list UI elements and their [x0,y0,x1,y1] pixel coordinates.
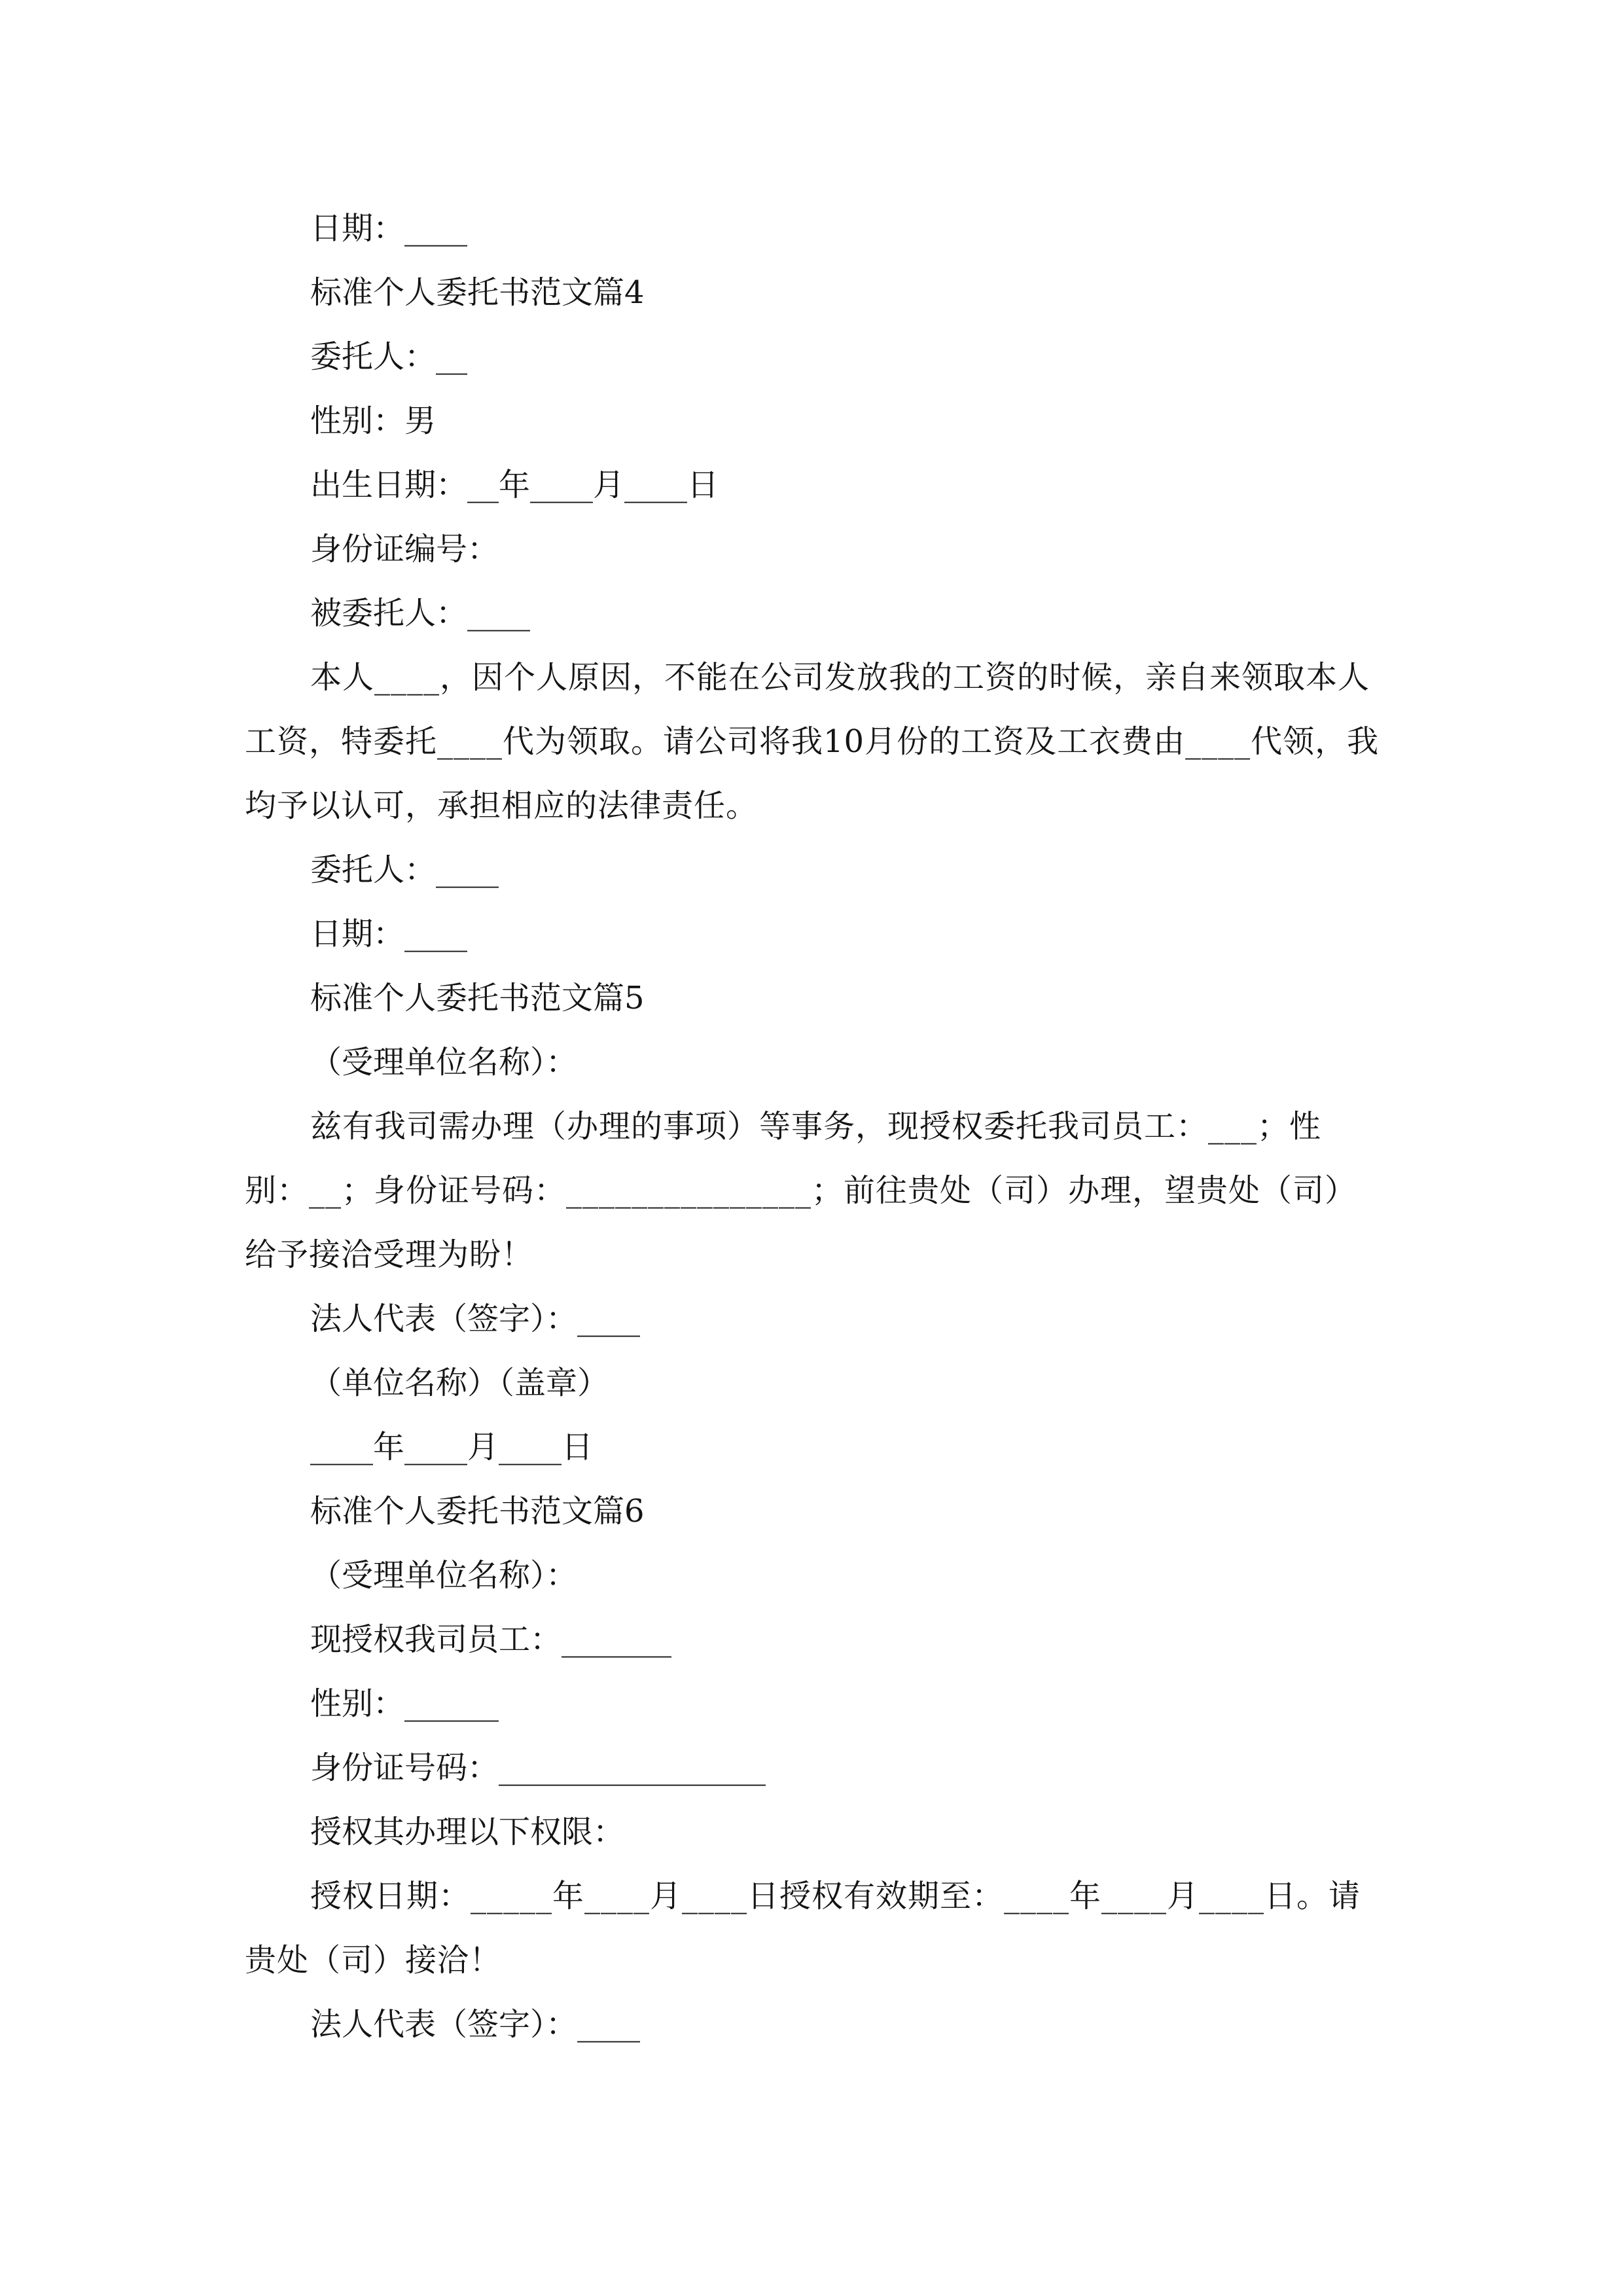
document-body [245,196,1381,2056]
legal-rep-signature-line: 法人代表（签字）：____ [310,1300,641,1337]
authorization-date-paragraph: 授权日期：_____年____月____日授权有效期至：____年____月____日。请贵处（司）接洽！ [245,1878,1361,1979]
recipient-unit-line-2: （受理单位名称）： [310,1557,578,1594]
principal-line: 委托人：__ [310,338,468,375]
recipient-unit-line: （受理单位名称）： [310,1044,578,1081]
agent-line: 被委托人：____ [310,595,531,632]
gender-line: 性别：男 [310,403,437,439]
authorization-paragraph-4: 本人____，因个人原因，不能在公司发放我的工资的时候，亲自来领取本人工资，特委托____代为领取。请公司将我10月份的工资及工衣费由____代领，我均予以认可，承担相应的法律责任。 [245,659,1380,824]
gender-line-2: 性别：______ [310,1685,499,1722]
id-number-line: 身份证编号： [310,531,499,567]
date-line: 日期：____ [310,210,468,247]
date-line-2: 日期：____ [310,916,468,952]
date-ymd-line: ____年____月____日 [310,1429,594,1465]
authorization-paragraph-5: 兹有我司需办理（办理的事项）等事务，现授权委托我司员工：___；性别：__；身份证号码：_______________；前往贵处（司）办理，望贵处（司）给予接洽受理为盼！ [245,1108,1357,1273]
authority-scope-line: 授权其办理以下权限： [310,1814,625,1850]
unit-seal-line: （单位名称）（盖章） [310,1365,609,1401]
principal-signature-line: 委托人：____ [310,852,499,888]
employee-line: 现授权我司员工：_______ [310,1621,672,1658]
birth-date-line: 出生日期：__年____月____日 [310,467,719,503]
section-title-5: 标准个人委托书范文篇5 [310,980,645,1016]
id-number-line-2: 身份证号码：_________________ [310,1749,766,1786]
section-title-4: 标准个人委托书范文篇4 [310,274,645,311]
section-title-6: 标准个人委托书范文篇6 [310,1493,645,1530]
legal-rep-signature-line-2: 法人代表（签字）：____ [310,2006,641,2043]
